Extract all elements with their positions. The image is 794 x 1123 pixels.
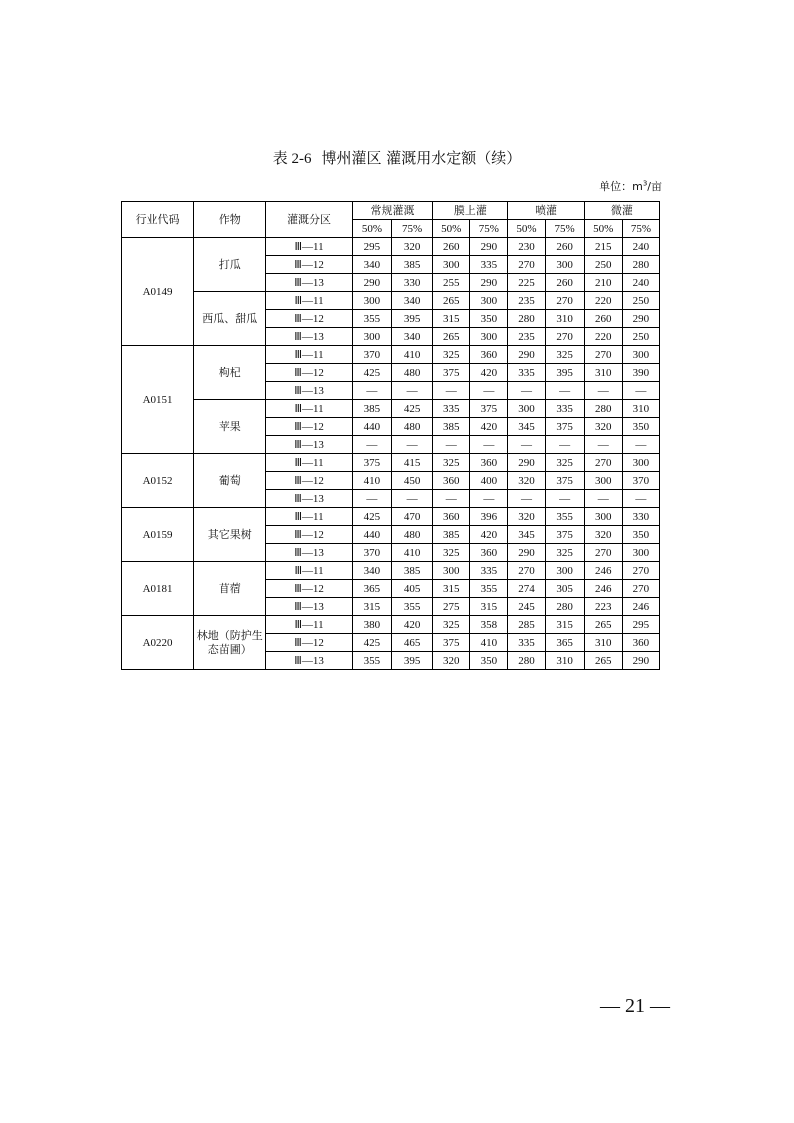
value-cell: 440 (352, 526, 391, 544)
value-cell: — (545, 382, 584, 400)
value-cell: 365 (352, 580, 391, 598)
crop-cell: 苜蓿 (194, 562, 266, 616)
value-cell: 300 (622, 346, 659, 364)
value-cell: 310 (545, 652, 584, 670)
value-cell: 360 (470, 346, 508, 364)
value-cell: 320 (433, 652, 470, 670)
value-cell: 320 (584, 526, 622, 544)
value-cell: 420 (392, 616, 433, 634)
crop-cell: 葡萄 (194, 454, 266, 508)
value-cell: 290 (470, 238, 508, 256)
value-cell: 290 (508, 544, 545, 562)
value-cell: 310 (545, 310, 584, 328)
value-cell: 480 (392, 526, 433, 544)
value-cell: 395 (392, 310, 433, 328)
value-cell: — (433, 436, 470, 454)
unit-text: 单位：m (599, 180, 643, 193)
value-cell: 260 (545, 238, 584, 256)
unit-superscript: 3 (642, 179, 648, 188)
zone-cell: Ⅲ—11 (266, 346, 353, 364)
zone-cell: Ⅲ—13 (266, 598, 353, 616)
header-p50: 50% (352, 220, 391, 238)
table-row (122, 508, 660, 526)
value-cell: 390 (622, 364, 659, 382)
crop-cell: 其它果树 (194, 508, 266, 562)
zone-cell: Ⅲ—12 (266, 472, 353, 490)
value-cell: 385 (433, 526, 470, 544)
zone-cell: Ⅲ—12 (266, 256, 353, 274)
value-cell: 280 (622, 256, 659, 274)
value-cell: 358 (470, 616, 508, 634)
table-row (122, 562, 660, 580)
value-cell: 290 (508, 454, 545, 472)
value-cell: 480 (392, 418, 433, 436)
value-cell: 290 (352, 274, 391, 292)
value-cell: 385 (392, 562, 433, 580)
value-cell: 235 (508, 328, 545, 346)
value-cell: — (545, 490, 584, 508)
value-cell: 300 (470, 292, 508, 310)
value-cell: — (352, 382, 391, 400)
value-cell: 340 (392, 328, 433, 346)
value-cell: 310 (622, 400, 659, 418)
value-cell: — (584, 490, 622, 508)
value-cell: — (433, 490, 470, 508)
value-cell: 385 (433, 418, 470, 436)
zone-cell: Ⅲ—13 (266, 490, 353, 508)
zone-cell: Ⅲ—11 (266, 616, 353, 634)
page-number: — 21 — (600, 995, 670, 1017)
value-cell: 335 (470, 256, 508, 274)
value-cell: 325 (433, 544, 470, 562)
value-cell: 310 (584, 634, 622, 652)
value-cell: 340 (352, 562, 391, 580)
table-row (122, 238, 660, 256)
value-cell: — (392, 382, 433, 400)
value-cell: 385 (392, 256, 433, 274)
value-cell: 360 (622, 634, 659, 652)
industry-code-cell: A0149 (122, 238, 194, 346)
value-cell: 295 (352, 238, 391, 256)
value-cell: 274 (508, 580, 545, 598)
value-cell: — (622, 436, 659, 454)
value-cell: 290 (470, 274, 508, 292)
value-cell: — (470, 436, 508, 454)
zone-cell: Ⅲ—11 (266, 292, 353, 310)
value-cell: 370 (352, 346, 391, 364)
zone-cell: Ⅲ—12 (266, 310, 353, 328)
industry-code-cell: A0181 (122, 562, 194, 616)
value-cell: 360 (470, 544, 508, 562)
value-cell: 315 (433, 310, 470, 328)
value-cell: 250 (584, 256, 622, 274)
value-cell: 270 (584, 454, 622, 472)
value-cell: 325 (545, 454, 584, 472)
value-cell: 425 (352, 634, 391, 652)
value-cell: 350 (622, 418, 659, 436)
header-p75: 75% (470, 220, 508, 238)
value-cell: 325 (433, 346, 470, 364)
value-cell: 335 (470, 562, 508, 580)
value-cell: 290 (508, 346, 545, 364)
value-cell: — (392, 490, 433, 508)
value-cell: 280 (508, 310, 545, 328)
value-cell: 270 (545, 328, 584, 346)
value-cell: 450 (392, 472, 433, 490)
header-p75: 75% (622, 220, 659, 238)
value-cell: — (433, 382, 470, 400)
value-cell: 370 (622, 472, 659, 490)
header-regular: 常规灌溉 (352, 202, 432, 220)
value-cell: 280 (508, 652, 545, 670)
value-cell: 420 (470, 364, 508, 382)
value-cell: 265 (584, 652, 622, 670)
value-cell: 300 (352, 292, 391, 310)
value-cell: 300 (545, 256, 584, 274)
value-cell: 345 (508, 526, 545, 544)
value-cell: 220 (584, 292, 622, 310)
value-cell: 335 (433, 400, 470, 418)
value-cell: 370 (352, 544, 391, 562)
value-cell: — (352, 490, 391, 508)
header-p75: 75% (545, 220, 584, 238)
value-cell: 265 (433, 292, 470, 310)
value-cell: 300 (584, 472, 622, 490)
value-cell: 400 (470, 472, 508, 490)
value-cell: 470 (392, 508, 433, 526)
zone-cell: Ⅲ—11 (266, 562, 353, 580)
value-cell: 320 (584, 418, 622, 436)
value-cell: 270 (508, 562, 545, 580)
value-cell: — (584, 436, 622, 454)
value-cell: 250 (622, 328, 659, 346)
unit-label (599, 178, 662, 194)
table-row (122, 292, 660, 310)
value-cell: 270 (545, 292, 584, 310)
industry-code-cell: A0151 (122, 346, 194, 454)
value-cell: 360 (470, 454, 508, 472)
value-cell: 355 (392, 598, 433, 616)
zone-cell: Ⅲ—13 (266, 328, 353, 346)
value-cell: 405 (392, 580, 433, 598)
value-cell: 315 (433, 580, 470, 598)
value-cell: 320 (508, 508, 545, 526)
value-cell: 425 (352, 508, 391, 526)
value-cell: 410 (392, 346, 433, 364)
value-cell: 305 (545, 580, 584, 598)
header-crop: 作物 (194, 202, 266, 238)
zone-cell: Ⅲ—11 (266, 238, 353, 256)
value-cell: 360 (433, 472, 470, 490)
header-p50: 50% (584, 220, 622, 238)
value-cell: — (352, 436, 391, 454)
table-row (122, 346, 660, 364)
value-cell: 315 (352, 598, 391, 616)
zone-cell: Ⅲ—11 (266, 508, 353, 526)
crop-cell: 打瓜 (194, 238, 266, 292)
header-p50: 50% (508, 220, 545, 238)
value-cell: 300 (545, 562, 584, 580)
header-sprinkler: 喷灌 (508, 202, 584, 220)
value-cell: — (584, 382, 622, 400)
value-cell: 300 (470, 328, 508, 346)
value-cell: 315 (470, 598, 508, 616)
crop-cell: 枸杞 (194, 346, 266, 400)
value-cell: 220 (584, 328, 622, 346)
value-cell: 375 (545, 526, 584, 544)
value-cell: — (545, 436, 584, 454)
value-cell: 325 (433, 454, 470, 472)
zone-cell: Ⅲ—13 (266, 436, 353, 454)
value-cell: 396 (470, 508, 508, 526)
zone-cell: Ⅲ—13 (266, 652, 353, 670)
value-cell: 300 (352, 328, 391, 346)
value-cell: 270 (584, 346, 622, 364)
zone-cell: Ⅲ—13 (266, 274, 353, 292)
value-cell: 355 (470, 580, 508, 598)
table-row (122, 400, 660, 418)
value-cell: 465 (392, 634, 433, 652)
unit-suffix: /亩 (647, 180, 662, 193)
value-cell: — (392, 436, 433, 454)
value-cell: 350 (470, 310, 508, 328)
value-cell: 415 (392, 454, 433, 472)
header-industry-code (122, 202, 194, 238)
value-cell: 260 (584, 310, 622, 328)
value-cell: 425 (392, 400, 433, 418)
value-cell: — (470, 382, 508, 400)
value-cell: 260 (433, 238, 470, 256)
value-cell: 246 (622, 598, 659, 616)
value-cell: 246 (584, 562, 622, 580)
value-cell: 365 (545, 634, 584, 652)
value-cell: 290 (622, 310, 659, 328)
value-cell: 210 (584, 274, 622, 292)
value-cell: 300 (433, 562, 470, 580)
value-cell: 355 (352, 310, 391, 328)
value-cell: 420 (470, 418, 508, 436)
value-cell: 410 (352, 472, 391, 490)
table-title (0, 147, 794, 168)
value-cell: 225 (508, 274, 545, 292)
value-cell: 410 (392, 544, 433, 562)
zone-cell: Ⅲ—12 (266, 418, 353, 436)
table-number: 表 2-6 (272, 151, 312, 167)
value-cell: 300 (622, 454, 659, 472)
zone-cell: Ⅲ—13 (266, 544, 353, 562)
value-cell: 385 (352, 400, 391, 418)
industry-code-cell: A0152 (122, 454, 194, 508)
value-cell: 420 (470, 526, 508, 544)
header-p50: 50% (433, 220, 470, 238)
value-cell: 240 (622, 274, 659, 292)
value-cell: 425 (352, 364, 391, 382)
table-row (122, 616, 660, 634)
value-cell: 325 (545, 346, 584, 364)
header-industry-code-text: 行业代码 (135, 212, 180, 226)
industry-code-cell: A0220 (122, 616, 194, 670)
value-cell: 270 (508, 256, 545, 274)
value-cell: 246 (584, 580, 622, 598)
zone-cell: Ⅲ—12 (266, 580, 353, 598)
value-cell: 320 (392, 238, 433, 256)
value-cell: 223 (584, 598, 622, 616)
header-zone: 灌溉分区 (266, 202, 353, 238)
value-cell: 320 (508, 472, 545, 490)
value-cell: 410 (470, 634, 508, 652)
value-cell: — (622, 382, 659, 400)
value-cell: 350 (622, 526, 659, 544)
value-cell: — (508, 382, 545, 400)
value-cell: 325 (433, 616, 470, 634)
value-cell: 355 (352, 652, 391, 670)
value-cell: 375 (433, 634, 470, 652)
value-cell: 265 (433, 328, 470, 346)
value-cell: 215 (584, 238, 622, 256)
value-cell: 300 (584, 508, 622, 526)
zone-cell: Ⅲ—11 (266, 454, 353, 472)
value-cell: 395 (545, 364, 584, 382)
value-cell: 330 (392, 274, 433, 292)
value-cell: 285 (508, 616, 545, 634)
value-cell: 300 (622, 544, 659, 562)
value-cell: 235 (508, 292, 545, 310)
value-cell: 335 (508, 364, 545, 382)
table-caption: 博州灌区 灌溉用水定额（续） (321, 149, 522, 167)
zone-cell: Ⅲ—12 (266, 364, 353, 382)
value-cell: 325 (545, 544, 584, 562)
crop-cell: 苹果 (194, 400, 266, 454)
value-cell: 335 (545, 400, 584, 418)
table-body (122, 238, 660, 670)
header-film: 膜上灌 (433, 202, 508, 220)
value-cell: 375 (545, 472, 584, 490)
value-cell: 375 (470, 400, 508, 418)
value-cell: 375 (545, 418, 584, 436)
value-cell: 375 (352, 454, 391, 472)
value-cell: 340 (352, 256, 391, 274)
value-cell: 345 (508, 418, 545, 436)
zone-cell: Ⅲ—12 (266, 634, 353, 652)
value-cell: 360 (433, 508, 470, 526)
value-cell: 395 (392, 652, 433, 670)
zone-cell: Ⅲ—12 (266, 526, 353, 544)
value-cell: 440 (352, 418, 391, 436)
value-cell: 295 (622, 616, 659, 634)
value-cell: 270 (622, 562, 659, 580)
value-cell: 350 (470, 652, 508, 670)
irrigation-quota-table (121, 201, 660, 670)
value-cell: — (508, 436, 545, 454)
value-cell: 280 (545, 598, 584, 616)
value-cell: 355 (545, 508, 584, 526)
crop-cell: 西瓜、甜瓜 (194, 292, 266, 346)
zone-cell: Ⅲ—13 (266, 382, 353, 400)
value-cell: 245 (508, 598, 545, 616)
value-cell: 265 (584, 616, 622, 634)
value-cell: 255 (433, 274, 470, 292)
value-cell: 335 (508, 634, 545, 652)
value-cell: 290 (622, 652, 659, 670)
value-cell: — (508, 490, 545, 508)
crop-cell: 林地（防护生态苗圃） (194, 616, 266, 670)
value-cell: 280 (584, 400, 622, 418)
value-cell: 230 (508, 238, 545, 256)
value-cell: 300 (508, 400, 545, 418)
value-cell: 315 (545, 616, 584, 634)
industry-code-cell: A0159 (122, 508, 194, 562)
value-cell: 480 (392, 364, 433, 382)
value-cell: 310 (584, 364, 622, 382)
value-cell: 330 (622, 508, 659, 526)
value-cell: 250 (622, 292, 659, 310)
value-cell: 300 (433, 256, 470, 274)
value-cell: — (622, 490, 659, 508)
value-cell: — (470, 490, 508, 508)
value-cell: 340 (392, 292, 433, 310)
value-cell: 275 (433, 598, 470, 616)
value-cell: 375 (433, 364, 470, 382)
value-cell: 270 (584, 544, 622, 562)
value-cell: 270 (622, 580, 659, 598)
header-micro: 微灌 (584, 202, 659, 220)
value-cell: 260 (545, 274, 584, 292)
header-p75: 75% (392, 220, 433, 238)
value-cell: 380 (352, 616, 391, 634)
zone-cell: Ⅲ—11 (266, 400, 353, 418)
table-row (122, 454, 660, 472)
value-cell: 240 (622, 238, 659, 256)
